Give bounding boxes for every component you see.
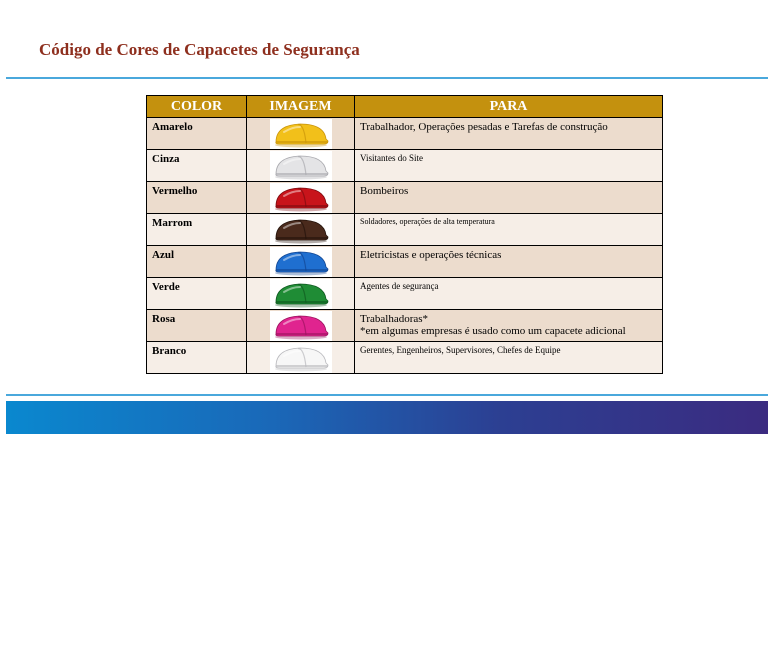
table-row xyxy=(147,246,663,278)
bottom-divider xyxy=(6,394,768,396)
row-color-name: Amarelo xyxy=(147,118,247,150)
table-header-row xyxy=(147,96,663,118)
row-use-text: Agentes de segurança xyxy=(360,281,439,291)
row-image-cell xyxy=(247,118,355,150)
row-use-note: *em algumas empresas é usado como um capacete adicional xyxy=(360,325,626,337)
row-image-cell xyxy=(247,342,355,374)
row-image-cell xyxy=(247,214,355,246)
row-color-name: Vermelho xyxy=(147,182,247,214)
row-use xyxy=(355,310,663,342)
brown-helmet-icon xyxy=(270,215,332,245)
row-image-cell xyxy=(247,310,355,342)
red-helmet-icon xyxy=(270,183,332,213)
row-use xyxy=(355,150,663,182)
green-helmet-icon xyxy=(270,279,332,309)
row-use-text: Soldadores, operações de alta temperatura xyxy=(360,217,495,226)
header-image: IMAGEM xyxy=(247,96,355,118)
table-row xyxy=(147,342,663,374)
table-row xyxy=(147,214,663,246)
row-image-cell xyxy=(247,150,355,182)
row-use-text: Trabalhador, Operações pesadas e Tarefas de construção xyxy=(360,121,608,133)
row-color-name: Rosa xyxy=(147,310,247,342)
yellow-helmet-icon xyxy=(270,119,332,149)
blue-helmet-icon xyxy=(270,247,332,277)
table-row xyxy=(147,278,663,310)
gray-helmet-icon xyxy=(270,151,332,181)
helmet-color-table xyxy=(146,95,663,374)
row-image-cell xyxy=(247,278,355,310)
pink-helmet-icon xyxy=(270,311,332,341)
row-use-text: Eletricistas e operações técnicas xyxy=(360,249,502,261)
row-use xyxy=(355,342,663,374)
top-divider xyxy=(6,77,768,79)
row-use xyxy=(355,182,663,214)
row-use xyxy=(355,278,663,310)
table-row xyxy=(147,310,663,342)
row-use xyxy=(355,214,663,246)
row-color-name: Azul xyxy=(147,246,247,278)
white-helmet-icon xyxy=(270,343,332,373)
page-title: Código de Cores de Capacetes de Segurança xyxy=(39,40,360,59)
row-color-name: Branco xyxy=(147,342,247,374)
row-color-name: Cinza xyxy=(147,150,247,182)
table-row xyxy=(147,182,663,214)
row-use xyxy=(355,118,663,150)
row-use-text: Visitantes do Site xyxy=(360,153,423,163)
row-use-text: Bombeiros xyxy=(360,185,409,197)
row-color-name: Marrom xyxy=(147,214,247,246)
table-row xyxy=(147,118,663,150)
row-color-name: Verde xyxy=(147,278,247,310)
table-row xyxy=(147,150,663,182)
row-use-text: Gerentes, Engenheiros, Supervisores, Chefes de Equipe xyxy=(360,345,561,355)
row-use xyxy=(355,246,663,278)
footer-banner xyxy=(6,401,768,434)
row-image-cell xyxy=(247,246,355,278)
row-image-cell xyxy=(247,182,355,214)
row-use-text: Trabalhadoras* xyxy=(360,313,429,325)
header-use: PARA xyxy=(355,96,663,118)
header-color: COLOR xyxy=(147,96,247,118)
